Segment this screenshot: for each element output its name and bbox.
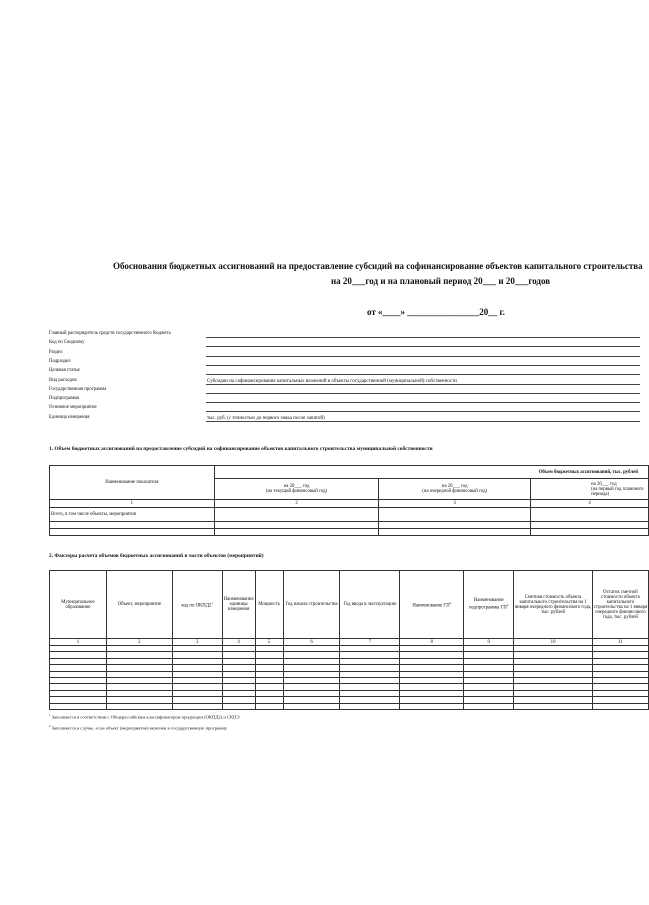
header-field-label: Государственная программа: [49, 386, 107, 392]
table-cell: [531, 522, 649, 529]
header-field-row: [49, 350, 640, 357]
doc-title-line2: на 20___год и на плановый период 20___ и 20___годов: [331, 276, 551, 286]
s2-num-6: 6: [283, 639, 340, 646]
s1-col-2: на 20___ год (на очередной финансовый год): [379, 479, 531, 500]
header-field-label: Единица измерения: [49, 414, 90, 420]
table-cell: [464, 703, 514, 709]
s2-num-8: 8: [400, 639, 464, 646]
table-cell: [514, 703, 593, 709]
s1-col-1: на 20___ год (на текущий финансовый год): [214, 479, 379, 500]
s2-col-11: Остаток сметной стоимости объекта капитального строительства на 1 января очередного финансового года, тыс. рублей: [592, 571, 648, 639]
header-field-line: [206, 411, 640, 412]
table-cell: [400, 703, 464, 709]
header-field-line: [206, 356, 640, 357]
section1-table: [49, 465, 649, 536]
table-cell: [592, 703, 648, 709]
s2-col-2: Объект, мероприятие: [106, 571, 172, 639]
header-field-value: Субсидии на софинансирование капитальных вложений в объекты государственной (муниципальной) собственности: [207, 378, 457, 384]
doc-title-line1: Обоснования бюджетных ассигнований на предоставление субсидий на софинансирование объектов капитального строительства: [113, 261, 643, 271]
s2-col-10: Сметная стоимость объекта капитального строительства на 1 января очередного финансового года, тыс. рублей: [514, 571, 593, 639]
table-cell: [531, 529, 649, 536]
header-field-row: [49, 378, 640, 385]
s2-num-3: 3: [172, 639, 222, 646]
header-field-line: [206, 402, 640, 403]
table-cell: [379, 508, 531, 522]
section1-heading: 1. Объем бюджетных ассигнований на предоставление субсидий на софинансирование объектов капитального строительства муниципальной собственности: [49, 446, 433, 452]
table-cell: [283, 703, 340, 709]
header-field-row: [49, 340, 640, 347]
header-field-value: тыс. руб. (с точностью до первого знака после запятой): [207, 415, 325, 421]
s2-col-5: Мощность: [255, 571, 283, 639]
s2-col-6: Год начала строительства: [283, 571, 340, 639]
header-field-line: [206, 346, 640, 347]
header-field-row: [49, 387, 640, 394]
s2-num-10: 10: [514, 639, 593, 646]
s1-num-3: 3: [379, 500, 531, 508]
header-field-label: Подраздел: [49, 358, 71, 364]
header-field-line: [206, 384, 640, 385]
s1-num-4: 4: [531, 500, 649, 508]
header-field-line: [206, 393, 640, 394]
header-field-row: [49, 405, 640, 412]
s1-col-3: на 20___ год (на первый год планового периода): [531, 479, 649, 500]
table-row: [50, 703, 649, 709]
table-cell: [531, 508, 649, 522]
header-field-label: Главный распорядитель средств государственного бюджета: [49, 331, 171, 336]
header-field-label: Подпрограмма: [49, 396, 80, 402]
section2-heading: 2. Факторы расчета объемов бюджетных ассигнований в части объектов (мероприятий): [49, 553, 264, 559]
table-cell: [214, 522, 379, 529]
table-cell: [222, 703, 255, 709]
table-cell: [340, 703, 400, 709]
s2-col-9: Наименование подпрограммы $ГП^2$: [464, 571, 514, 639]
table-cell: [50, 522, 215, 529]
s1-num-2: 2: [214, 500, 379, 508]
table-cell: [50, 529, 215, 536]
footnote-2: $^2$ Заполняется в случае, если объект (мероприятие) включен в государственную программу: [49, 724, 228, 731]
header-field-label: Целевая статья: [49, 368, 80, 374]
s2-num-7: 7: [340, 639, 400, 646]
header-field-line: [206, 421, 640, 422]
group-header: Объем бюджетных ассигнований, тыс. рублей: [214, 466, 648, 479]
table-cell: [379, 529, 531, 536]
s2-num-11: 11: [592, 639, 648, 646]
s2-num-2: 2: [106, 639, 172, 646]
s2-num-9: 9: [464, 639, 514, 646]
table-cell: [214, 529, 379, 536]
s2-num-4: 4: [222, 639, 255, 646]
header-field-line: [206, 365, 640, 366]
s2-col-7: Год ввода в эксплуатацию: [340, 571, 400, 639]
section2-table: [49, 570, 649, 710]
s2-num-5: 5: [255, 639, 283, 646]
col-name-header: Наименование показателя: [50, 466, 215, 500]
header-field-label: Раздел: [49, 349, 63, 355]
table-cell: [379, 522, 531, 529]
s1-num-1: 1: [50, 500, 215, 508]
header-field-label: Код по Сводному: [49, 340, 85, 346]
header-field-label: Основное мероприятие: [49, 405, 97, 411]
header-field-row: [49, 415, 640, 422]
s2-col-1: Муниципальное образование: [50, 571, 107, 639]
table-cell: [50, 703, 107, 709]
s2-num-1: 1: [50, 639, 107, 646]
header-field-row: [49, 368, 640, 375]
header-field-line: [206, 374, 640, 375]
header-field-row: [49, 359, 640, 366]
s1-row-total: Всего, в том числе объекты, мероприятия: [50, 508, 215, 522]
header-field-line: [206, 337, 640, 338]
header-field-row: [49, 331, 640, 338]
footnote-1: $^1$ Заполняется в соответствии с Общероссийским классификатором продукции (ОКПД2) и СКПЭ: [49, 713, 240, 720]
table-cell: [172, 703, 222, 709]
header-field-label: Вид расходов: [49, 377, 77, 383]
header-field-row: [49, 396, 640, 403]
table-cell: [214, 508, 379, 522]
table-cell: [255, 703, 283, 709]
table-cell: [106, 703, 172, 709]
s2-col-8: Наименование $ГП^2$: [400, 571, 464, 639]
s2-col-3: код по $ОКПД2^1$: [172, 571, 222, 639]
s2-col-4: Наименование единицы измерения: [222, 571, 255, 639]
doc-date-line: от «____» ________________20__ г.: [367, 307, 505, 317]
